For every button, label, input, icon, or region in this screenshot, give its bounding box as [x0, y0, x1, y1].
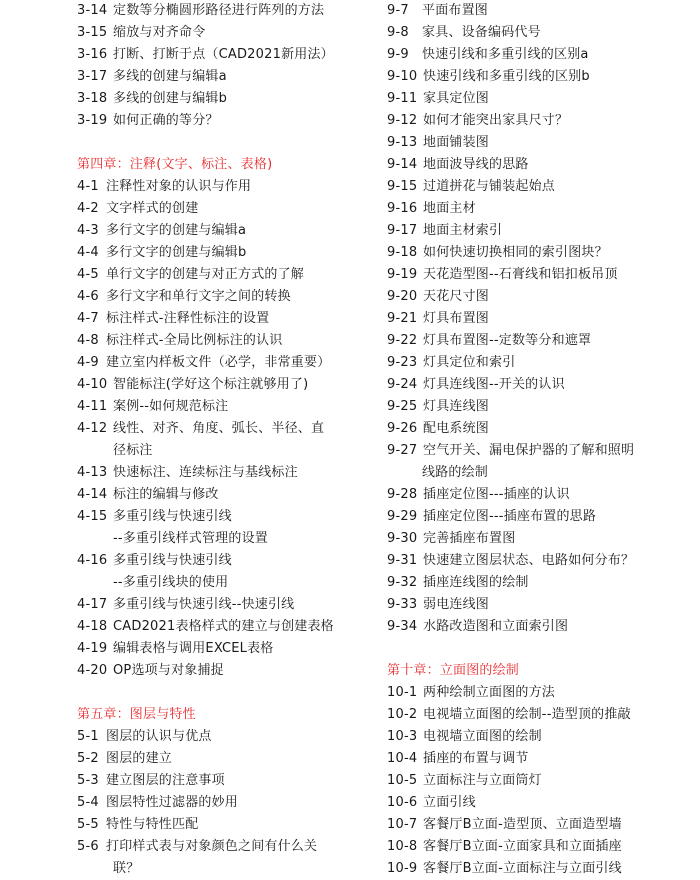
- item-number: 10-5: [387, 773, 418, 788]
- toc-item: [77, 22, 377, 44]
- item-title: 多行文字和单行文字之间的转换: [106, 289, 291, 304]
- toc-item: [387, 66, 692, 88]
- item-number: 9-10: [387, 69, 418, 84]
- toc-item: [387, 814, 692, 836]
- item-title: 两种绘制立面图的方法: [423, 685, 556, 700]
- item-title: 天花造型图--石膏线和铝扣板吊顶: [423, 267, 618, 282]
- item-title: 快速建立图层状态、电路如何分布？: [423, 553, 635, 568]
- item-number: 9-12: [387, 113, 418, 128]
- item-title: 注释性对象的认识与作用: [106, 179, 252, 194]
- item-title: 过道拼花与铺装起始点: [423, 179, 556, 194]
- item-number: 4-17: [77, 597, 108, 612]
- item-title: 平面布置图: [422, 3, 489, 18]
- item-number: 9-14: [387, 157, 418, 172]
- item-title: 多线的创建与编辑a: [113, 69, 227, 84]
- item-number: 4-6: [77, 289, 99, 304]
- item-number: 3-16: [77, 47, 108, 62]
- toc-item: [77, 44, 377, 66]
- toc-item: [77, 66, 377, 88]
- chapter-heading: 第五章：图层与特性: [77, 707, 196, 722]
- toc-item: [387, 506, 692, 528]
- item-number: 4-4: [77, 245, 99, 260]
- toc-item: [387, 836, 692, 858]
- item-number: 9-9: [387, 47, 409, 62]
- item-title: 插座的布置与调节: [423, 751, 529, 766]
- toc-item: [77, 814, 377, 836]
- item-title: 如何才能突出家具尺寸？: [423, 113, 569, 128]
- left-column: [77, 0, 377, 880]
- toc-item: [77, 418, 377, 440]
- item-title: 立面标注与立面筒灯: [423, 773, 542, 788]
- item-title: 定数等分椭圆形路径进行阵列的方法: [113, 3, 325, 18]
- chapter-heading: 第十章：立面图的绘制: [387, 663, 520, 678]
- item-title: 打印样式表与对象颜色之间有什么关: [106, 839, 318, 854]
- toc-item: [387, 682, 692, 704]
- item-title: 特性与特性匹配: [106, 817, 199, 832]
- toc-item-continuation: [77, 572, 377, 594]
- item-title: 灯具连线图--开关的认识: [423, 377, 565, 392]
- toc-item: [387, 88, 692, 110]
- toc-item: [77, 770, 377, 792]
- toc-item: [77, 638, 377, 660]
- item-title: 天花尺寸图: [423, 289, 490, 304]
- item-number: 4-14: [77, 487, 108, 502]
- item-title: 多重引线与快速引线: [113, 509, 232, 524]
- item-title: 多线的创建与编辑b: [113, 91, 228, 106]
- item-title: 标注的编辑与修改: [113, 487, 219, 502]
- item-number: 9-13: [387, 135, 418, 150]
- item-title: OP选项与对象捕捉: [113, 663, 224, 678]
- item-title: 打断、打断于点（CAD2021新用法）: [113, 47, 334, 62]
- item-title: 多重引线与快速引线--快速引线: [113, 597, 295, 612]
- item-number: 10-8: [387, 839, 418, 854]
- item-number: 9-25: [387, 399, 418, 414]
- item-title: 缩放与对齐命令: [113, 25, 206, 40]
- item-title: 如何正确的等分？: [113, 113, 219, 128]
- section-gap: [77, 132, 377, 154]
- toc-item: [77, 330, 377, 352]
- toc-item: [387, 726, 692, 748]
- item-number: 10-6: [387, 795, 418, 810]
- toc-item: [77, 484, 377, 506]
- item-number: 9-30: [387, 531, 418, 546]
- item-title: 空气开关、漏电保护器的了解和照明: [423, 443, 635, 458]
- section-gap: [77, 682, 377, 704]
- toc-item: [387, 0, 692, 22]
- item-number: 4-7: [77, 311, 99, 326]
- item-title: 地面波导线的思路: [423, 157, 529, 172]
- item-title: 配电系统图: [423, 421, 490, 436]
- item-number: 4-15: [77, 509, 108, 524]
- toc-item: [77, 264, 377, 286]
- item-title: 灯具连线图: [423, 399, 490, 414]
- item-title: 客餐厅B立面-立面标注与立面引线: [423, 861, 622, 876]
- item-title: 图层的认识与优点: [106, 729, 212, 744]
- toc-item: [387, 154, 692, 176]
- toc-item-continuation: [77, 528, 377, 550]
- item-title: 灯具布置图--定数等分和遮罩: [423, 333, 592, 348]
- item-number: 9-31: [387, 553, 418, 568]
- item-title: 地面主材: [423, 201, 476, 216]
- toc-item: [387, 264, 692, 286]
- item-number: 9-20: [387, 289, 418, 304]
- toc-item: [77, 836, 377, 858]
- item-number: 4-5: [77, 267, 99, 282]
- toc-item: [387, 374, 692, 396]
- item-number: 9-34: [387, 619, 418, 634]
- toc-item: [387, 286, 692, 308]
- item-title: 如何快速切换相同的索引图块？: [423, 245, 608, 260]
- toc-item: [387, 220, 692, 242]
- item-title: 图层的建立: [106, 751, 173, 766]
- toc-item: [77, 660, 377, 682]
- item-number: 10-1: [387, 685, 418, 700]
- item-title: 家具、设备编码代号: [422, 25, 541, 40]
- item-title: 径标注: [113, 443, 153, 458]
- item-number: 10-9: [387, 861, 418, 876]
- item-number: 3-19: [77, 113, 108, 128]
- item-number: 9-28: [387, 487, 418, 502]
- toc-item: [77, 462, 377, 484]
- item-number: 9-23: [387, 355, 418, 370]
- toc-item: [387, 704, 692, 726]
- item-number: 3-18: [77, 91, 108, 106]
- toc-item: [387, 242, 692, 264]
- item-number: 9-8: [387, 25, 409, 40]
- toc-item: [387, 748, 692, 770]
- toc-item: [77, 242, 377, 264]
- item-number: 9-21: [387, 311, 418, 326]
- item-number: 4-16: [77, 553, 108, 568]
- item-number: 5-4: [77, 795, 99, 810]
- item-title: 水路改造图和立面索引图: [423, 619, 569, 634]
- item-number: 4-20: [77, 663, 108, 678]
- item-number: 9-33: [387, 597, 418, 612]
- toc-item: [77, 396, 377, 418]
- chapter-heading: 第四章：注释(文字、标注、表格): [77, 157, 273, 172]
- item-title: 快速引线和多重引线的区别a: [422, 47, 589, 62]
- item-number: 3-17: [77, 69, 108, 84]
- toc-item: [77, 792, 377, 814]
- toc-item: [77, 286, 377, 308]
- toc-item: [77, 594, 377, 616]
- item-title: 插座定位图---插座布置的思路: [423, 509, 597, 524]
- item-title: 单行文字的创建与对正方式的了解: [106, 267, 305, 282]
- item-number: 9-18: [387, 245, 418, 260]
- toc-item: [387, 550, 692, 572]
- item-number: 9-27: [387, 443, 418, 458]
- toc-item: [387, 616, 692, 638]
- item-number: 9-32: [387, 575, 418, 590]
- item-title: --多重引线块的使用: [113, 575, 229, 590]
- toc-item: [387, 528, 692, 550]
- toc-item: [387, 858, 692, 880]
- item-title: 灯具定位和索引: [423, 355, 516, 370]
- item-title: 客餐厅B立面-立面家具和立面插座: [423, 839, 622, 854]
- item-title: 电视墙立面图的绘制--造型顶的推敲: [423, 707, 631, 722]
- item-title: 完善插座布置图: [423, 531, 516, 546]
- toc-item: [387, 132, 692, 154]
- item-number: 9-15: [387, 179, 418, 194]
- item-number: 9-7: [387, 3, 409, 18]
- item-title: CAD2021表格样式的建立与创建表格: [113, 619, 334, 634]
- item-title: 联？: [113, 861, 140, 876]
- toc-item: [77, 88, 377, 110]
- item-title: 地面主材索引: [423, 223, 503, 238]
- item-number: 4-1: [77, 179, 99, 194]
- item-title: 多重引线与快速引线: [113, 553, 232, 568]
- toc-item: [387, 44, 692, 66]
- item-number: 5-2: [77, 751, 99, 766]
- item-title: 案例--如何规范标注: [113, 399, 229, 414]
- item-number: 10-4: [387, 751, 418, 766]
- toc-item: [77, 220, 377, 242]
- item-number: 4-2: [77, 201, 99, 216]
- right-column: [387, 0, 692, 880]
- item-title: 文字样式的创建: [106, 201, 199, 216]
- toc-item: [77, 308, 377, 330]
- item-title: 客餐厅B立面-造型顶、立面造型墙: [423, 817, 622, 832]
- item-number: 4-12: [77, 421, 108, 436]
- item-number: 9-11: [387, 91, 418, 106]
- item-title: 建立室内样板文件（必学，非常重要）: [106, 355, 331, 370]
- toc-item: [387, 110, 692, 132]
- item-number: 9-16: [387, 201, 418, 216]
- item-number: 9-19: [387, 267, 418, 282]
- section-gap: [387, 638, 692, 660]
- item-title: 快速标注、连续标注与基线标注: [113, 465, 298, 480]
- toc-item: [77, 198, 377, 220]
- toc-item-continuation: [387, 462, 692, 484]
- toc-item: [77, 176, 377, 198]
- item-number: 4-10: [77, 377, 108, 392]
- toc-item: [387, 22, 692, 44]
- toc-item: [77, 110, 377, 132]
- item-number: 10-3: [387, 729, 418, 744]
- toc-item: [387, 176, 692, 198]
- toc-item: [77, 352, 377, 374]
- item-number: 4-11: [77, 399, 108, 414]
- item-title: 立面引线: [423, 795, 476, 810]
- item-number: 10-2: [387, 707, 418, 722]
- toc-item-continuation: [77, 440, 377, 462]
- item-number: 10-7: [387, 817, 418, 832]
- item-number: 9-22: [387, 333, 418, 348]
- item-number: 3-14: [77, 3, 108, 18]
- item-title: 灯具布置图: [423, 311, 490, 326]
- toc-item: [387, 418, 692, 440]
- toc-item: [77, 726, 377, 748]
- toc-item: [77, 0, 377, 22]
- item-title: --多重引线样式管理的设置: [113, 531, 268, 546]
- toc-item: [387, 594, 692, 616]
- item-title: 线路的绘制: [422, 465, 489, 480]
- item-number: 5-1: [77, 729, 99, 744]
- item-number: 4-8: [77, 333, 99, 348]
- toc-item: [77, 374, 377, 396]
- item-title: 地面铺装图: [423, 135, 490, 150]
- toc-item: [387, 198, 692, 220]
- item-number: 4-13: [77, 465, 108, 480]
- toc-item-continuation: [77, 858, 377, 880]
- item-title: 智能标注(学好这个标注就够用了): [113, 377, 309, 392]
- item-title: 插座定位图---插座的认识: [423, 487, 570, 502]
- toc-item: [77, 506, 377, 528]
- item-title: 弱电连线图: [423, 597, 490, 612]
- item-number: 9-24: [387, 377, 418, 392]
- toc-item: [77, 616, 377, 638]
- toc-item: [387, 484, 692, 506]
- item-number: 5-3: [77, 773, 99, 788]
- toc-item: [387, 396, 692, 418]
- item-title: 标注样式-全局比例标注的认识: [106, 333, 283, 348]
- item-number: 4-18: [77, 619, 108, 634]
- toc-item: [387, 330, 692, 352]
- item-number: 5-5: [77, 817, 99, 832]
- item-number: 4-9: [77, 355, 99, 370]
- toc-item: [387, 352, 692, 374]
- toc-item: [387, 572, 692, 594]
- item-title: 插座连线图的绘制: [423, 575, 529, 590]
- toc-item: [77, 550, 377, 572]
- item-title: 家具定位图: [423, 91, 490, 106]
- toc-item: [77, 748, 377, 770]
- item-title: 图层特性过滤器的妙用: [106, 795, 239, 810]
- toc-item: [387, 440, 692, 462]
- item-title: 建立图层的注意事项: [106, 773, 225, 788]
- item-number: 4-3: [77, 223, 99, 238]
- item-number: 9-17: [387, 223, 418, 238]
- item-title: 多行文字的创建与编辑a: [106, 223, 247, 238]
- item-title: 编辑表格与调用EXCEL表格: [113, 641, 274, 656]
- item-number: 3-15: [77, 25, 108, 40]
- toc-item: [387, 770, 692, 792]
- item-number: 4-19: [77, 641, 108, 656]
- item-number: 9-26: [387, 421, 418, 436]
- item-title: 线性、对齐、角度、弧长、半径、直: [113, 421, 325, 436]
- item-number: 5-6: [77, 839, 99, 854]
- item-title: 快速引线和多重引线的区别b: [423, 69, 590, 84]
- item-number: 9-29: [387, 509, 418, 524]
- toc-item: [387, 308, 692, 330]
- item-title: 电视墙立面图的绘制: [423, 729, 542, 744]
- toc-item: [387, 792, 692, 814]
- item-title: 标注样式-注释性标注的设置: [106, 311, 270, 326]
- item-title: 多行文字的创建与编辑b: [106, 245, 247, 260]
